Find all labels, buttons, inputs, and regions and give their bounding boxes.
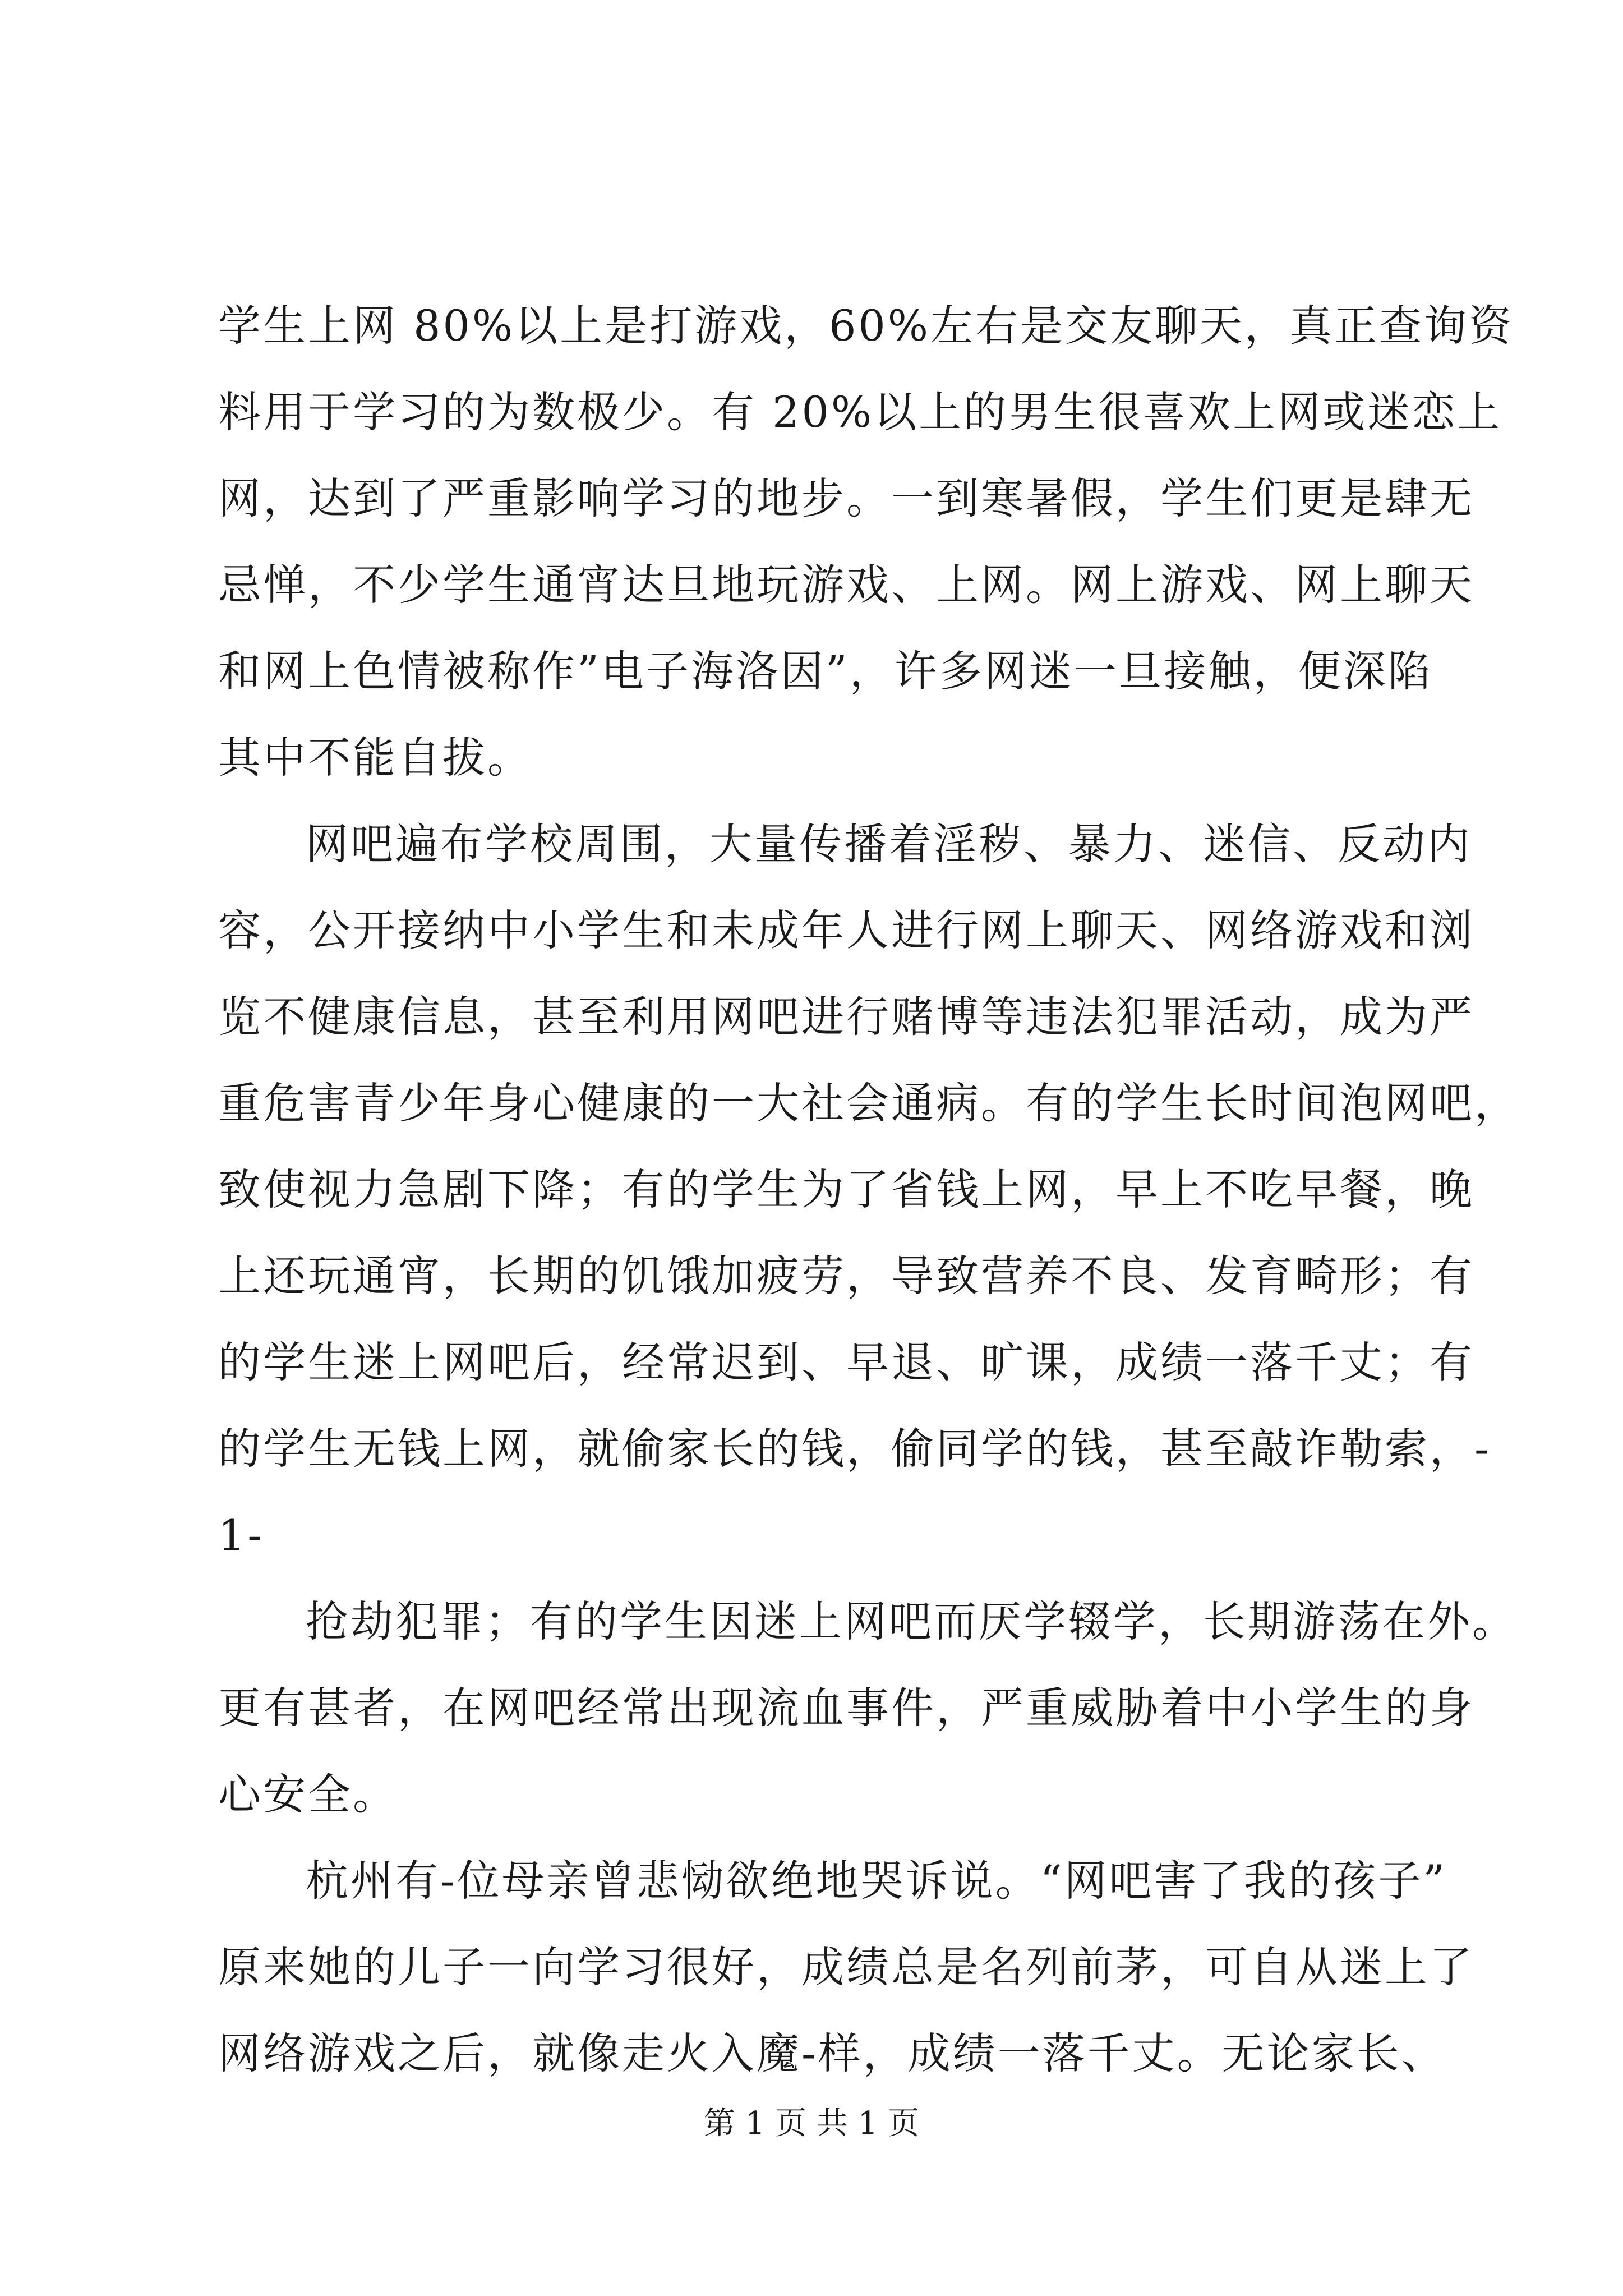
text-line: 料用于学习的为数极少。有 20%以上的男生很喜欢上网或迷恋上 [218,387,1502,437]
text-line: 容，公开接纳中小学生和未成年人进行网上聊天、网络游戏和浏 [218,905,1474,955]
text-line: 忌惮，不少学生通宵达旦地玩游戏、上网。网上游戏、网上聊天 [218,560,1474,610]
page-marker: 1- [218,1510,265,1560]
page-footer: 第 1 页 共 1 页 [703,2105,920,2142]
text-line: 的学生迷上网吧后，经常迟到、早退、旷课，成绩一落千丈；有 [218,1337,1474,1387]
text-line: 览不健康信息，甚至利用网吧进行赌博等违法犯罪活动，成为严 [218,992,1474,1042]
text-line: 网络游戏之后，就像走火入魔-样，成绩一落千丈。无论家长、 [218,2028,1446,2078]
text-line: 致使视力急剧下降；有的学生为了省钱上网，早上不吃早餐，晚 [218,1165,1474,1214]
text-line: 和网上色情被称作”电子海洛因”，许多网迷一旦接触，便深陷 [218,646,1433,696]
text-line: 网，达到了严重影响学习的地步。一到寒暑假，学生们更是肆无 [218,473,1474,523]
text-line: 心安全。 [218,1769,398,1819]
text-line: 更有甚者，在网吧经常出现流血事件，严重威胁着中小学生的身 [218,1683,1474,1733]
paragraph-first-line: 网吧遍布学校周围，大量传播着淫秽、暴力、迷信、反动内 [306,819,1472,869]
text-line: 其中不能自拔。 [218,733,532,783]
text-line: 的学生无钱上网，就偷家长的钱，偷同学的钱，甚至敲诈勒索，- [218,1424,1491,1474]
paragraph-first-line: 抢劫犯罪；有的学生因迷上网吧而厌学辍学，长期游荡在外。 [306,1596,1517,1646]
text-line: 上还玩通宵，长期的饥饿加疲劳，导致营养不良、发育畸形；有 [218,1251,1474,1301]
text-line: 原来她的儿子一向学习很好，成绩总是名列前茅，可自从迷上了 [218,1942,1474,1992]
paragraph-first-line: 杭州有-位母亲曾悲恸欲绝地哭诉说。“网吧害了我的孩子” [306,1856,1447,1906]
text-line: 学生上网 80%以上是打游戏，60%左右是交友聊天，真正查询资 [218,301,1514,351]
text-line: 重危害青少年身心健康的一大社会通病。有的学生长时间泡网吧， [218,1078,1519,1128]
